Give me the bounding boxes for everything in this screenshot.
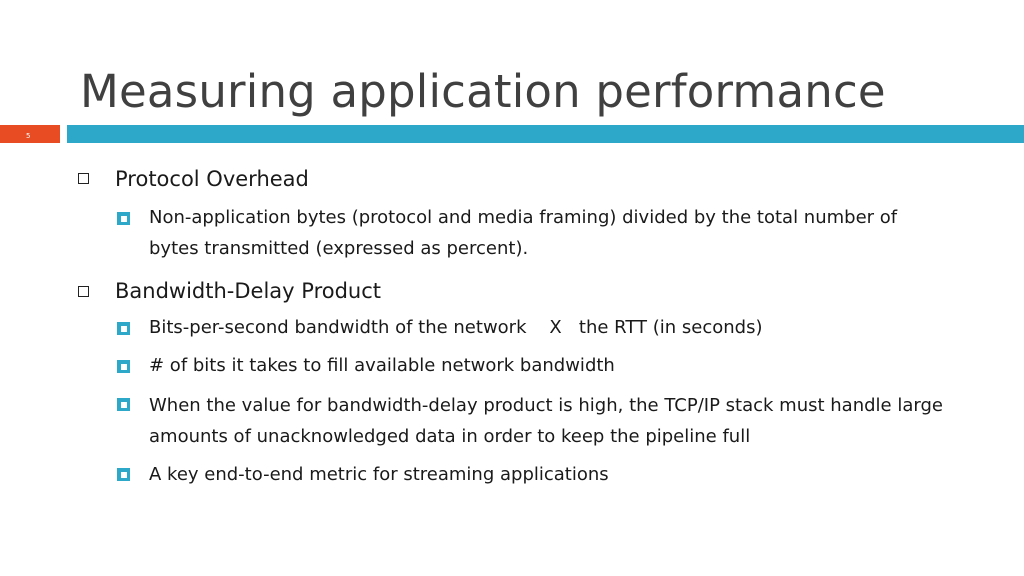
square-bullet-icon	[78, 173, 89, 184]
slide-title: Measuring application performance	[80, 65, 886, 118]
filled-square-bullet-icon	[117, 360, 130, 373]
sub-bullet: When the value for bandwidth-delay product is high, the TCP/IP stack must handle large amounts of unacknowledged data in order to keep the pipeline full	[149, 395, 943, 447]
filled-square-bullet-icon	[117, 322, 130, 335]
filled-square-bullet-icon	[117, 212, 130, 225]
sub-bullet: # of bits it takes to fill available network bandwidth	[149, 355, 615, 376]
bullet-bandwidth-delay-product: Bandwidth-Delay Product	[115, 279, 382, 303]
sub-bullet: Non-application bytes (protocol and media framing) divided by the total number of bytes transmitted (expressed as percent).	[149, 207, 898, 259]
sub-bullet: Bits-per-second bandwidth of the network X the RTT (in seconds)	[149, 317, 763, 338]
sub-bullet: A key end-to-end metric for streaming applications	[149, 464, 609, 485]
filled-square-bullet-icon	[117, 398, 130, 411]
square-bullet-icon	[78, 286, 89, 297]
slide-number: 5	[26, 132, 31, 140]
filled-square-bullet-icon	[117, 468, 130, 481]
bullet-protocol-overhead: Protocol Overhead	[115, 167, 309, 191]
